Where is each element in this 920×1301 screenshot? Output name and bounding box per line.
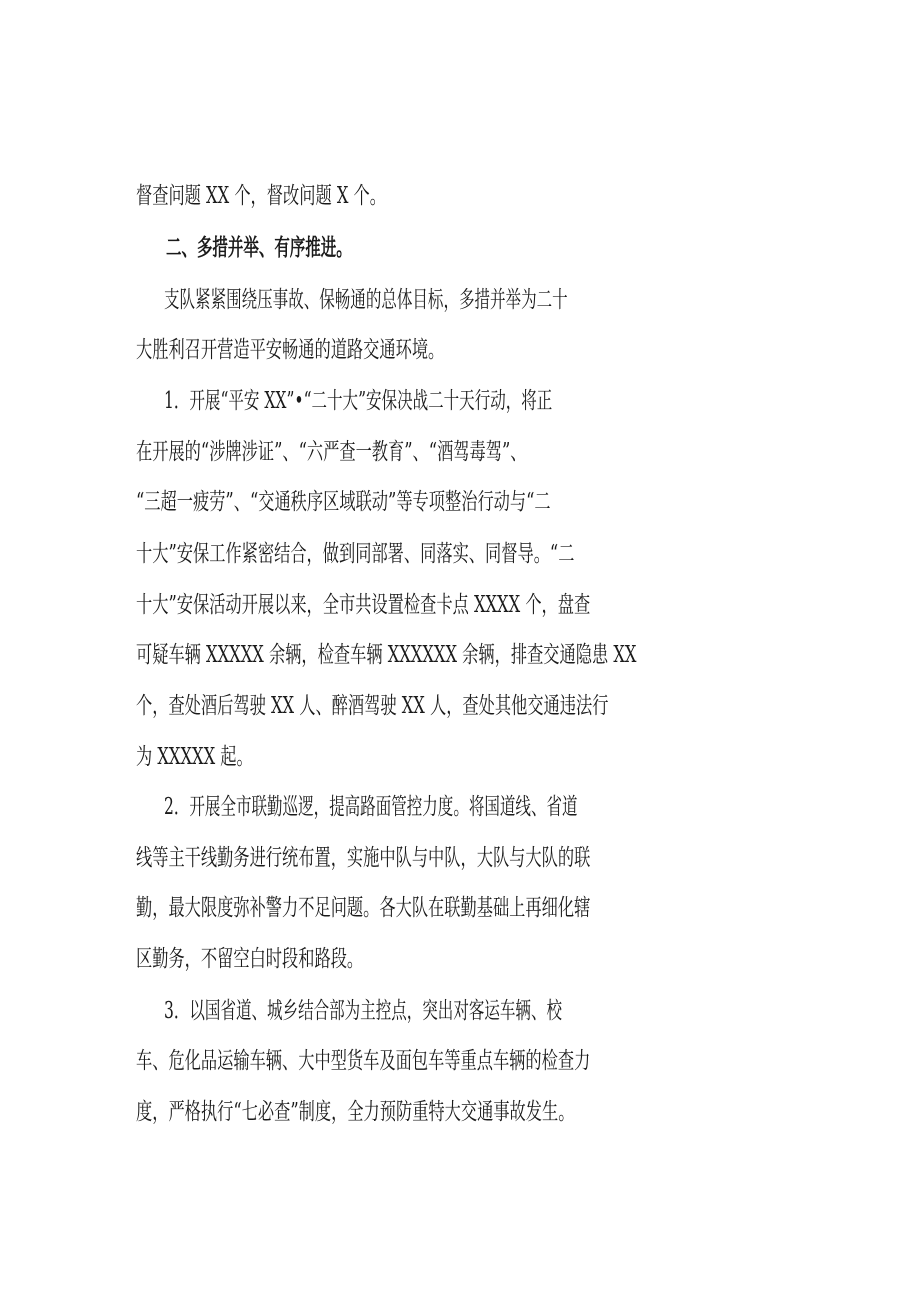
line-text: 1．开展“平安 XX”•“二十大”安保决战二十天行动，将正 (164, 388, 553, 414)
section-heading (0, 224, 920, 272)
line-text: 线等主干线勤务进行统布置，实施中队与中队，大队与大队的联 (136, 845, 591, 871)
text-line-15 (0, 884, 920, 932)
text-line-6 (0, 428, 920, 476)
line-text: 为 XXXXX 起。 (136, 744, 253, 770)
line-text: 勤，最大限度弥补警力不足问题。各大队在联勤基础上再细化辖 (136, 895, 591, 921)
heading-text: 二、多措并举、有序推进。 (166, 235, 352, 261)
line-text: 度，严格执行“七必查”制度，全力预防重特大交通事故发生。 (136, 1099, 575, 1125)
text-line-10 (0, 631, 920, 679)
line-text: 个，查处酒后驾驶 XX 人、醉酒驾驶 XX 人，查处其他交通违法行 (136, 693, 609, 719)
text-line-8 (0, 530, 920, 578)
text-line-16 (0, 935, 920, 983)
line-text: 在开展的“涉牌涉证”、“六严查一教育”、“酒驾毒驾”、 (136, 439, 527, 465)
line-text: 十大”安保工作紧密结合，做到同部署、同落实、同督导。“二 (136, 541, 575, 567)
line-text: “三超一疲劳”、“交通秩序区域联动”等专项整治行动与“二 (136, 489, 551, 515)
text-line-7 (0, 478, 920, 526)
text-line-12 (0, 733, 920, 781)
line-text: 督查问题 XX 个，督改问题 X 个。 (136, 183, 386, 209)
line-text: 2．开展全市联勤巡逻，提高路面管控力度。将国道线、省道 (164, 794, 578, 820)
text-line-18 (0, 1037, 920, 1085)
line-text: 3．以国省道、城乡结合部为主控点，突出对客运车辆、校 (164, 998, 563, 1024)
text-line-5 (0, 377, 920, 425)
line-text: 大胜利召开营造平安畅通的道路交通环境。 (136, 337, 445, 363)
line-text: 区勤务，不留空白时段和路段。 (136, 946, 364, 972)
line-text: 支队紧紧围绕压事故、保畅通的总体目标，多措并举为二十 (164, 287, 568, 313)
line-text: 十大”安保活动开展以来，全市共设置检查卡点 XXXX 个，盘查 (136, 592, 591, 618)
text-line-11 (0, 682, 920, 730)
text-line-17 (0, 987, 920, 1035)
text-line-13 (0, 783, 920, 831)
text-line-19 (0, 1088, 920, 1136)
text-line-1 (0, 172, 920, 220)
text-line-3 (0, 276, 920, 324)
line-text: 可疑车辆 XXXXX 余辆，检查车辆 XXXXXX 余辆，排查交通隐患 XX (136, 642, 637, 668)
text-line-4 (0, 326, 920, 374)
text-line-14 (0, 834, 920, 882)
line-text: 车、危化品运输车辆、大中型货车及面包车等重点车辆的检查力 (136, 1048, 591, 1074)
text-line-9 (0, 581, 920, 629)
